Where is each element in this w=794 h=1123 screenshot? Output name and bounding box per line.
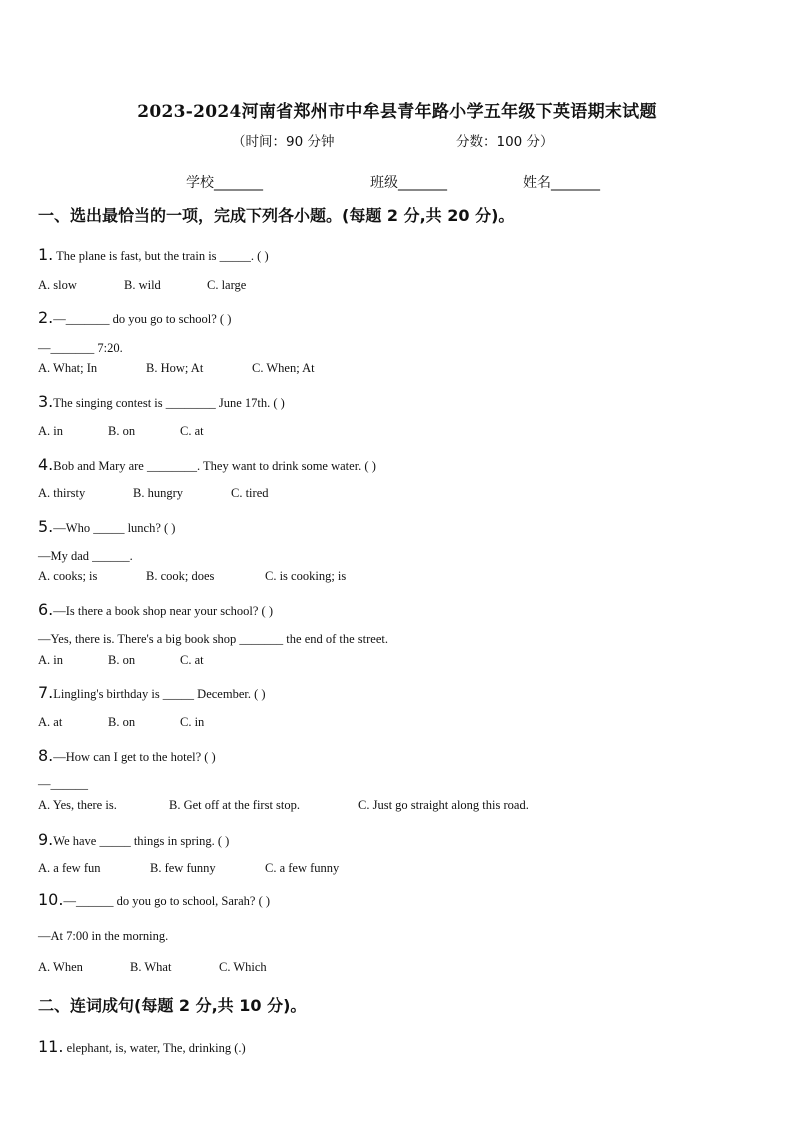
question-number: 10.	[38, 890, 64, 909]
question-text: —Who _____ lunch? ( )	[53, 521, 176, 535]
option-b: B. wild	[124, 278, 161, 292]
question-4	[38, 455, 376, 474]
answer-line: —At 7:00 in the morning.	[38, 929, 169, 943]
question-11	[38, 1037, 246, 1056]
option-a: A. thirsty	[38, 486, 86, 500]
question-number: 5.	[38, 517, 54, 536]
question-text: The singing contest is ________ June 17th. ( )	[53, 396, 285, 410]
option-b: B. Get off at the first stop.	[169, 798, 300, 812]
question-number: 4.	[38, 455, 54, 474]
question-number: 2.	[38, 308, 54, 327]
question-text: The plane is fast, but the train is _____. ( )	[53, 249, 269, 263]
option-a: A. Yes, there is.	[38, 798, 117, 812]
option-c: C. at	[180, 653, 204, 667]
answer-line: —______	[38, 777, 88, 791]
option-b: B. How; At	[146, 361, 204, 375]
question-text: —______ do you go to school, Sarah? ( )	[63, 894, 271, 908]
exam-time: （时间：90 分钟	[232, 134, 335, 150]
question-number: 3.	[38, 392, 54, 411]
option-c: C. When; At	[252, 361, 315, 375]
option-c: C. Which	[219, 960, 267, 974]
exam-score: 分数：100 分）	[456, 134, 554, 150]
option-a: A. a few fun	[38, 861, 101, 875]
question-number: 11.	[38, 1037, 64, 1056]
question-8	[38, 746, 216, 765]
answer-line: —_______ 7:20.	[38, 341, 123, 355]
page-title: 2023-2024河南省郑州市中牟县青年路小学五年级下英语期末试题	[137, 102, 657, 122]
question-text: —Is there a book shop near your school? ( )	[53, 604, 273, 618]
question-5	[38, 517, 175, 536]
option-c: C. at	[180, 424, 204, 438]
question-text: Bob and Mary are ________. They want to drink some water. ( )	[53, 459, 376, 473]
question-number: 9.	[38, 830, 54, 849]
option-b: B. hungry	[133, 486, 183, 500]
option-b: B. What	[130, 960, 172, 974]
option-a: A. cooks; is	[38, 569, 98, 583]
option-c: C. large	[207, 278, 247, 292]
section-heading-1: 一、选出最恰当的一项，完成下列各小题。(每题 2 分,共 20 分)。	[38, 206, 515, 225]
class-field: 班级_______	[370, 175, 447, 191]
question-number: 8.	[38, 746, 54, 765]
option-b: B. few funny	[150, 861, 216, 875]
option-b: B. on	[108, 653, 136, 667]
question-1	[38, 245, 269, 264]
option-a: A. at	[38, 715, 63, 729]
question-number: 7.	[38, 683, 54, 702]
option-c: C. Just go straight along this road.	[358, 798, 529, 812]
section-heading-2: 二、连词成句(每题 2 分,共 10 分)。	[38, 996, 307, 1015]
question-number: 6.	[38, 600, 54, 619]
option-c: C. tired	[231, 486, 269, 500]
option-b: B. on	[108, 424, 136, 438]
option-a: A. in	[38, 424, 63, 438]
question-text: Lingling's birthday is _____ December. ( )	[53, 687, 266, 701]
option-a: A. What; In	[38, 361, 98, 375]
question-10	[38, 890, 270, 909]
question-text: —_______ do you go to school? ( )	[53, 312, 232, 326]
option-c: C. is cooking; is	[265, 569, 347, 583]
question-text: elephant, is, water, The, drinking (.)	[63, 1041, 246, 1055]
question-3	[38, 392, 285, 411]
option-c: C. a few funny	[265, 861, 340, 875]
school-field: 学校_______	[186, 175, 263, 191]
question-text: We have _____ things in spring. ( )	[53, 834, 230, 848]
option-a: A. slow	[38, 278, 77, 292]
answer-line: —Yes, there is. There's a big book shop _______ the end of the street.	[38, 632, 388, 646]
name-field: 姓名_______	[523, 175, 600, 191]
option-b: B. on	[108, 715, 136, 729]
question-9	[38, 830, 229, 849]
option-c: C. in	[180, 715, 205, 729]
option-b: B. cook; does	[146, 569, 215, 583]
question-2	[38, 308, 231, 327]
question-text: —How can I get to the hotel? ( )	[53, 750, 216, 764]
answer-line: —My dad ______.	[38, 549, 133, 563]
option-a: A. When	[38, 960, 83, 974]
question-number: 1.	[38, 245, 54, 264]
question-7	[38, 683, 266, 702]
question-6	[38, 600, 273, 619]
option-a: A. in	[38, 653, 63, 667]
